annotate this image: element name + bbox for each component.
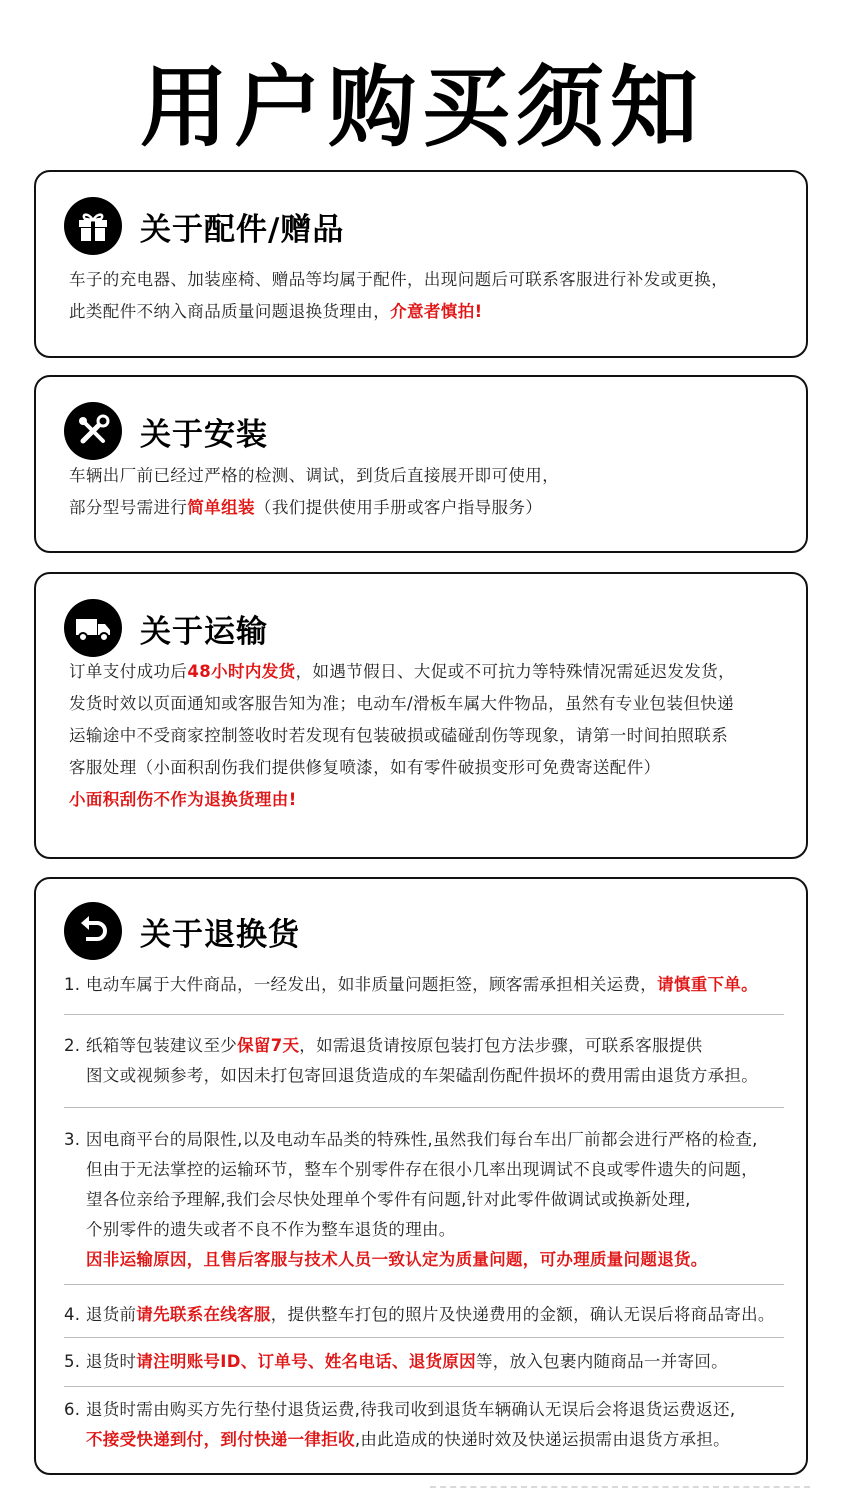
divider: [64, 1014, 784, 1015]
returns-item-1: 1. 电动车属于大件商品，一经发出，如非质量问题拒签，顾客需承担相关运费，请慎重下单。: [64, 975, 758, 994]
accessories-title: 关于配件/赠品: [140, 211, 345, 248]
install-highlight: 简单组装: [187, 498, 255, 517]
shipping-warning: 小面积刮伤不作为退换货理由!: [69, 790, 297, 809]
returns-item-2-line-2: 图文或视频参考，如因未打包寄回退货造成的车架磕刮伤配件损坏的费用需由退货方承担。: [86, 1066, 758, 1085]
returns-item-3: 3. 因电商平台的局限性,以及电动车品类的特殊性,虽然我们每台车出厂前都会进行严格的检查,: [64, 1130, 758, 1149]
divider: [64, 1284, 784, 1285]
shipping-line-4: 客服处理（小面积刮伤我们提供修复喷漆，如有零件破损变形可免费寄送配件）: [69, 758, 661, 777]
divider: [64, 1386, 784, 1387]
bottom-dashed-line: [430, 1486, 810, 1488]
returns-item-4: 4. 退货前请先联系在线客服，提供整车打包的照片及快递费用的金额，确认无误后将商品寄出。: [64, 1305, 775, 1324]
divider: [64, 1107, 784, 1108]
accessories-line-2: 此类配件不纳入商品质量问题退换货理由，介意者慎拍!: [69, 302, 483, 321]
page-title: 用户购买须知: [139, 56, 704, 159]
accessories-line-1: 车子的充电器、加装座椅、赠品等均属于配件，出现问题后可联系客服进行补发或更换，: [69, 270, 729, 289]
returns-title: 关于退换货: [140, 916, 300, 953]
shipping-line-1: 订单支付成功后48小时内发货，如遇节假日、大促或不可抗力等特殊情况需延迟发发货，: [69, 662, 735, 681]
shipping-highlight: 48小时内发货: [187, 662, 296, 681]
returns-item-3-line-3: 望各位亲给予理解,我们会尽快处理单个零件有问题,针对此零件做调试或换新处理,: [86, 1190, 691, 1209]
return-icon: [64, 902, 122, 960]
shipping-line-3: 运输途中不受商家控制签收时若发现有包装破损或磕碰刮伤等现象，请第一时间拍照联系: [69, 726, 729, 745]
accessories-warning: 介意者慎拍!: [390, 302, 483, 321]
accessories-card: [34, 170, 808, 358]
returns-item-5: 5. 退货时请注明账号ID、订单号、姓名电话、退货原因等，放入包裹内随商品一并寄回。: [64, 1352, 728, 1371]
truck-icon: [64, 599, 122, 657]
returns-item-3-line-4: 个别零件的遗失或者不良不作为整车退货的理由。: [86, 1220, 456, 1239]
install-line-1: 车辆出厂前已经过严格的检测、调试，到货后直接展开即可使用，: [69, 466, 560, 485]
gift-icon: [64, 197, 122, 255]
shipping-card: [34, 572, 808, 859]
returns-item-6: 6. 退货时需由购买方先行垫付退货运费,待我司收到退货车辆确认无误后会将退货运费返还,: [64, 1400, 736, 1419]
returns-item-6-line-2: 不接受快递到付，到付快递一律拒收,由此造成的快递时效及快递运损需由退货方承担。: [86, 1430, 730, 1449]
install-line-2: 部分型号需进行简单组装（我们提供使用手册或客户指导服务）: [69, 498, 543, 517]
install-card: [34, 375, 808, 553]
install-title: 关于安装: [140, 416, 268, 453]
shipping-title: 关于运输: [140, 613, 268, 650]
tools-icon: [64, 402, 122, 460]
returns-item-3-line-2: 但由于无法掌控的运输环节，整车个别零件存在很小几率出现调试不良或零件遗失的问题，: [86, 1160, 758, 1179]
returns-card: [34, 877, 808, 1475]
returns-item-2: 2. 纸箱等包装建议至少保留7天，如需退货请按原包装打包方法步骤，可联系客服提供: [64, 1036, 703, 1055]
returns-item-3-warning: 因非运输原因，且售后客服与技术人员一致认定为质量问题，可办理质量问题退货。: [86, 1250, 708, 1269]
shipping-line-2: 发货时效以页面通知或客服告知为准；电动车/滑板车属大件物品，虽然有专业包装但快递: [69, 694, 735, 713]
divider: [64, 1337, 784, 1338]
